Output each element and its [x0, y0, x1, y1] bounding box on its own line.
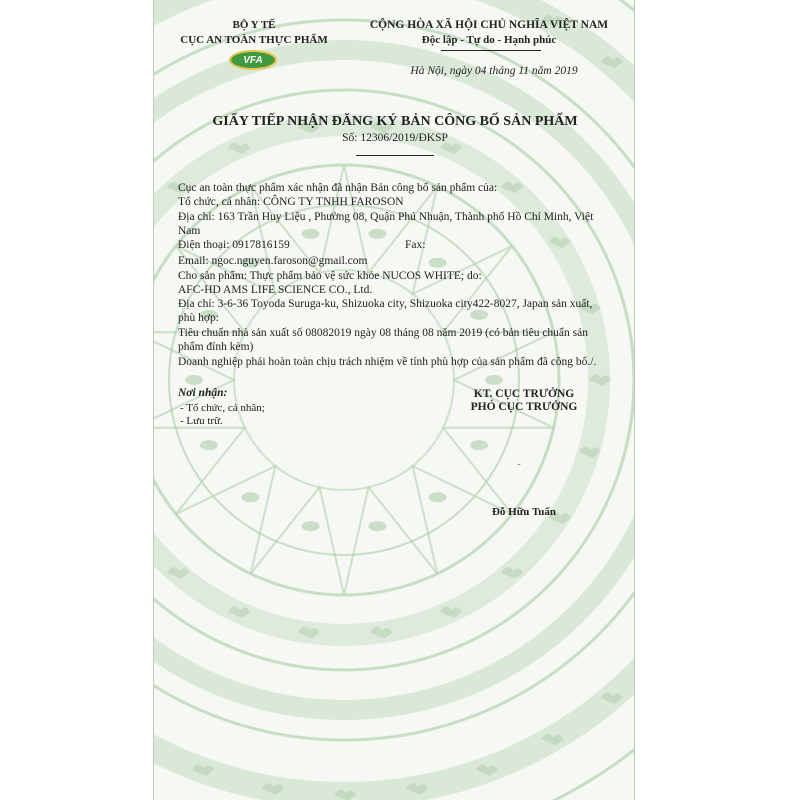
- vfa-logo: [229, 50, 277, 70]
- drum-eye-motif: [470, 440, 488, 450]
- ministry-name: BỘ Y TẾ: [232, 19, 276, 31]
- recipient-item: - Tổ chức, cá nhân;: [180, 402, 265, 414]
- manufacturer-address-1: Địa chỉ: 3-6-36 Toyoda Suruga-ku, Shizuoka city, Shizuoka city422-8027, Japan sản xuất,: [178, 298, 593, 310]
- drum-eye-motif: [368, 229, 386, 239]
- drum-eye-motif: [302, 521, 320, 531]
- signature-title-2: PHÓ CỤC TRƯỞNG: [470, 401, 578, 413]
- address-line-1: Địa chỉ: 163 Trần Huy Liệu , Phường 08, Quận Phú Nhuận, Thành phố Hồ Chí Minh, Việt: [178, 211, 594, 223]
- organization: Tổ chức, cá nhân: CÔNG TY TNHH FAROSON: [178, 196, 404, 208]
- signature-title-1: KT. CỤC TRƯỞNG: [473, 388, 575, 400]
- intro-text: Cục an toàn thực phẩm xác nhận đã nhận Bản công bố sản phẩm của:: [178, 182, 498, 194]
- drum-eye-motif: [485, 375, 503, 385]
- standard-line-2: phẩm đính kèm): [178, 341, 254, 353]
- drum-eye-motif: [185, 375, 203, 385]
- place-date: Hà Nội, ngày 04 tháng 11 năm 2019: [410, 65, 578, 77]
- national-motto: Độc lập - Tự do - Hạnh phúc: [421, 34, 557, 46]
- agency-name: CỤC AN TOÀN THỰC PHẨM: [180, 34, 328, 46]
- responsibility-statement: Doanh nghiệp phải hoàn toàn chịu trách nhiệm về tính phù hợp của sản phẩm đã công bố./.: [178, 356, 597, 368]
- drum-eye-motif: [242, 492, 260, 502]
- recipient-item: - Lưu trữ.: [180, 415, 223, 427]
- product-line: Cho sản phẩm: Thực phẩm bảo vệ sức khỏe NUCOS WHITE; do:: [178, 270, 482, 282]
- drum-eye-motif: [200, 440, 218, 450]
- drum-eye-motif: [429, 492, 447, 502]
- drum-eye-motif: [429, 258, 447, 268]
- drum-eye-motif: [368, 521, 386, 531]
- recipients-heading: Nơi nhận:: [178, 387, 228, 399]
- country-name: CỘNG HÒA XÃ HỘI CHỦ NGHĨA VIỆT NAM: [369, 19, 609, 31]
- document-number: Số: 12306/2019/ĐKSP: [342, 132, 448, 144]
- phone: Điện thoại: 0917816159: [178, 239, 290, 251]
- title-underline: [356, 155, 434, 156]
- email: Email: ngoc.nguyen.faroson@gmail.com: [178, 255, 368, 267]
- certificate-document: [153, 0, 635, 800]
- drum-eye-motif: [302, 229, 320, 239]
- signature-mark: -: [517, 459, 521, 470]
- address-line-2: Nam: [178, 225, 201, 237]
- motto-underline: [441, 50, 541, 51]
- manufacturer-address-2: phù hợp:: [178, 312, 219, 324]
- standard-line-1: Tiêu chuẩn nhà sản xuất số 08082019 ngày 08 tháng 08 năm 2019 (có bản tiêu chuẩn sản: [178, 327, 588, 339]
- signer-name: Đỗ Hữu Tuấn: [491, 506, 557, 518]
- manufacturer: AFC-HD AMS LIFE SCIENCE CO., Ltd.: [178, 284, 373, 296]
- document-title: GIẤY TIẾP NHẬN ĐĂNG KÝ BẢN CÔNG BỐ SẢN PHẨM: [212, 114, 578, 129]
- drum-eye-motif: [470, 310, 488, 320]
- fax: Fax:: [405, 239, 426, 251]
- logo-text: VFA: [243, 55, 263, 66]
